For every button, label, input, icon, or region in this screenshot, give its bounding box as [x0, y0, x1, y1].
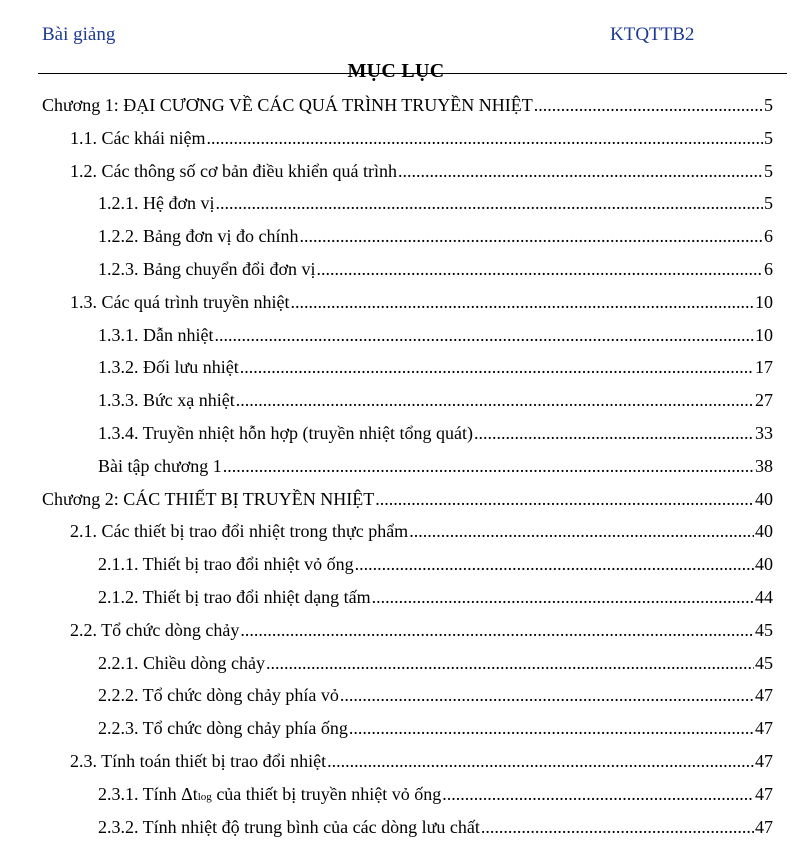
toc-page-number: 40: [755, 554, 773, 575]
toc-dot-leader: [375, 489, 754, 510]
toc-dot-leader: [317, 259, 764, 280]
toc-subsection-entry[interactable]: [98, 423, 773, 447]
toc-entry-title-part: 2.3.1. Tính Δt: [98, 783, 198, 804]
toc-entry-title: Chương 1: ĐẠI CƯƠNG VỀ CÁC QUÁ TRÌNH TRUYỀN NHIỆT: [42, 95, 533, 115]
toc-subsection-entry[interactable]: [98, 193, 773, 217]
toc-section-entry[interactable]: [70, 620, 773, 644]
toc-entry-title: 2.2. Tổ chức dòng chảy: [70, 619, 240, 640]
toc-entry-subscript: log: [197, 790, 212, 803]
toc-entry-title-part: của thiết bị truyền nhiệt vỏ ống: [211, 783, 442, 804]
toc-page-number: 47: [755, 816, 773, 837]
toc-entry-title: 1.2.1. Hệ đơn vị: [98, 193, 215, 214]
toc-entry-title: 1.2.2. Bảng đơn vị đo chính: [98, 226, 299, 247]
toc-dot-leader: [398, 161, 763, 182]
toc-page-number: 40: [755, 488, 773, 509]
toc-subsection-entry[interactable]: [98, 357, 773, 381]
toc-dot-leader: [300, 226, 763, 247]
toc-dot-leader: [214, 325, 754, 346]
toc-dot-leader: [340, 685, 754, 706]
toc-entry-title: [98, 784, 441, 805]
toc-subsection-entry[interactable]: [98, 587, 773, 611]
toc-dot-leader: [240, 620, 754, 641]
toc-subsection-entry[interactable]: [98, 718, 773, 742]
toc-section-entry[interactable]: [70, 751, 773, 775]
toc-page-number: 40: [755, 521, 773, 542]
toc-entry-title: 1.2. Các thông số cơ bản điều khiển quá trình: [70, 160, 397, 181]
toc-section-entry[interactable]: [70, 128, 773, 152]
toc-page-number: 10: [755, 291, 773, 312]
toc-entry-title: 1.3.2. Đối lưu nhiệt: [98, 357, 239, 378]
toc-dot-leader: [534, 95, 763, 116]
toc-dot-leader: [223, 456, 754, 477]
toc-entry-title: 2.1.1. Thiết bị trao đổi nhiệt vỏ ống: [98, 554, 354, 575]
toc-page-number: 5: [764, 127, 773, 148]
header-right-text: KTQTTB2: [610, 24, 695, 45]
toc-entry-title: 2.1.2. Thiết bị trao đổi nhiệt dạng tấm: [98, 587, 371, 607]
toc-page-number: 5: [764, 95, 773, 115]
toc-chapter-entry[interactable]: [42, 489, 773, 513]
toc-subsection-entry[interactable]: [98, 390, 773, 414]
toc-page-number: 47: [755, 783, 773, 804]
toc-entry-title: 2.2.1. Chiều dòng chảy: [98, 652, 265, 673]
toc-page-number: 6: [764, 226, 773, 247]
toc-dot-leader: [327, 751, 754, 772]
toc-page-number: 33: [755, 423, 773, 443]
toc-page-number: 38: [755, 455, 773, 476]
toc-subsection-entry[interactable]: [98, 554, 773, 578]
toc-page-number: 17: [755, 357, 773, 378]
page-title: MỤC LỤC: [347, 60, 445, 82]
page-header: [0, 24, 792, 50]
toc-entry-title: 2.2.3. Tổ chức dòng chảy phía ống: [98, 718, 348, 739]
toc-entry-title: 2.3.2. Tính nhiệt độ trung bình của các dòng lưu chất: [98, 816, 480, 837]
toc-page-number: 5: [764, 160, 773, 181]
toc-dot-leader: [442, 784, 754, 805]
toc-page-number: 10: [755, 324, 773, 345]
toc-dot-leader: [372, 587, 754, 608]
toc-entry-title: 2.3. Tính toán thiết bị trao đổi nhiệt: [70, 751, 327, 771]
toc-page-number: 6: [764, 259, 773, 279]
toc-dot-leader: [266, 653, 754, 674]
toc-page-number: 47: [755, 751, 773, 771]
toc-dot-leader: [290, 292, 754, 313]
toc-entry-title: 1.3.3. Bức xạ nhiệt: [98, 390, 235, 411]
toc-dot-leader: [349, 718, 754, 739]
header-left-text: Bài giảng: [42, 24, 116, 45]
toc-page-number: 47: [755, 718, 773, 739]
toc-dot-leader: [240, 357, 754, 378]
toc-entry-title: 1.3. Các quá trình truyền nhiệt: [70, 291, 290, 312]
toc-entry-title: Chương 2: CÁC THIẾT BỊ TRUYỀN NHIỆT: [42, 488, 375, 509]
toc-subsection-entry[interactable]: [98, 259, 773, 283]
toc-entry-title: 1.3.1. Dẫn nhiệt: [98, 324, 214, 345]
toc-entry-title: 1.3.4. Truyền nhiệt hỗn hợp (truyền nhiệt tổng quát): [98, 423, 473, 443]
toc-dot-leader: [474, 423, 754, 444]
toc-subsection-entry[interactable]: [98, 685, 773, 709]
toc-section-entry[interactable]: [70, 161, 773, 185]
toc-dot-leader: [216, 193, 763, 214]
toc-page-number: 5: [764, 193, 773, 214]
toc-chapter-entry[interactable]: [42, 95, 773, 119]
toc-entry-title: 2.1. Các thiết bị trao đổi nhiệt trong thực phẩm: [70, 521, 409, 542]
toc-entry-title: 1.2.3. Bảng chuyển đổi đơn vị: [98, 259, 316, 279]
toc-subsection-entry[interactable]: [98, 653, 773, 677]
toc-dot-leader: [355, 554, 754, 575]
toc-page-number: 27: [755, 390, 773, 411]
toc-section-entry[interactable]: [70, 292, 773, 316]
toc-page-number: 45: [755, 619, 773, 640]
toc-subsection-entry[interactable]: [98, 456, 773, 480]
toc-entry-title: 1.1. Các khái niệm: [70, 127, 206, 148]
toc-dot-leader: [409, 521, 754, 542]
toc-page-number: 47: [755, 685, 773, 706]
toc-dot-leader: [206, 128, 763, 149]
toc-section-entry[interactable]: [70, 521, 773, 545]
toc-page-number: 45: [755, 652, 773, 673]
toc-dot-leader: [481, 817, 754, 838]
toc-dot-leader: [236, 390, 754, 411]
toc-subsection-entry[interactable]: [98, 784, 773, 808]
toc-subsection-entry[interactable]: [98, 325, 773, 349]
toc-subsection-entry[interactable]: [98, 226, 773, 250]
toc-entry-title: 2.2.2. Tổ chức dòng chảy phía vỏ: [98, 685, 339, 706]
toc-entry-title: Bài tập chương 1: [98, 455, 222, 476]
toc-page-number: 44: [755, 587, 773, 607]
